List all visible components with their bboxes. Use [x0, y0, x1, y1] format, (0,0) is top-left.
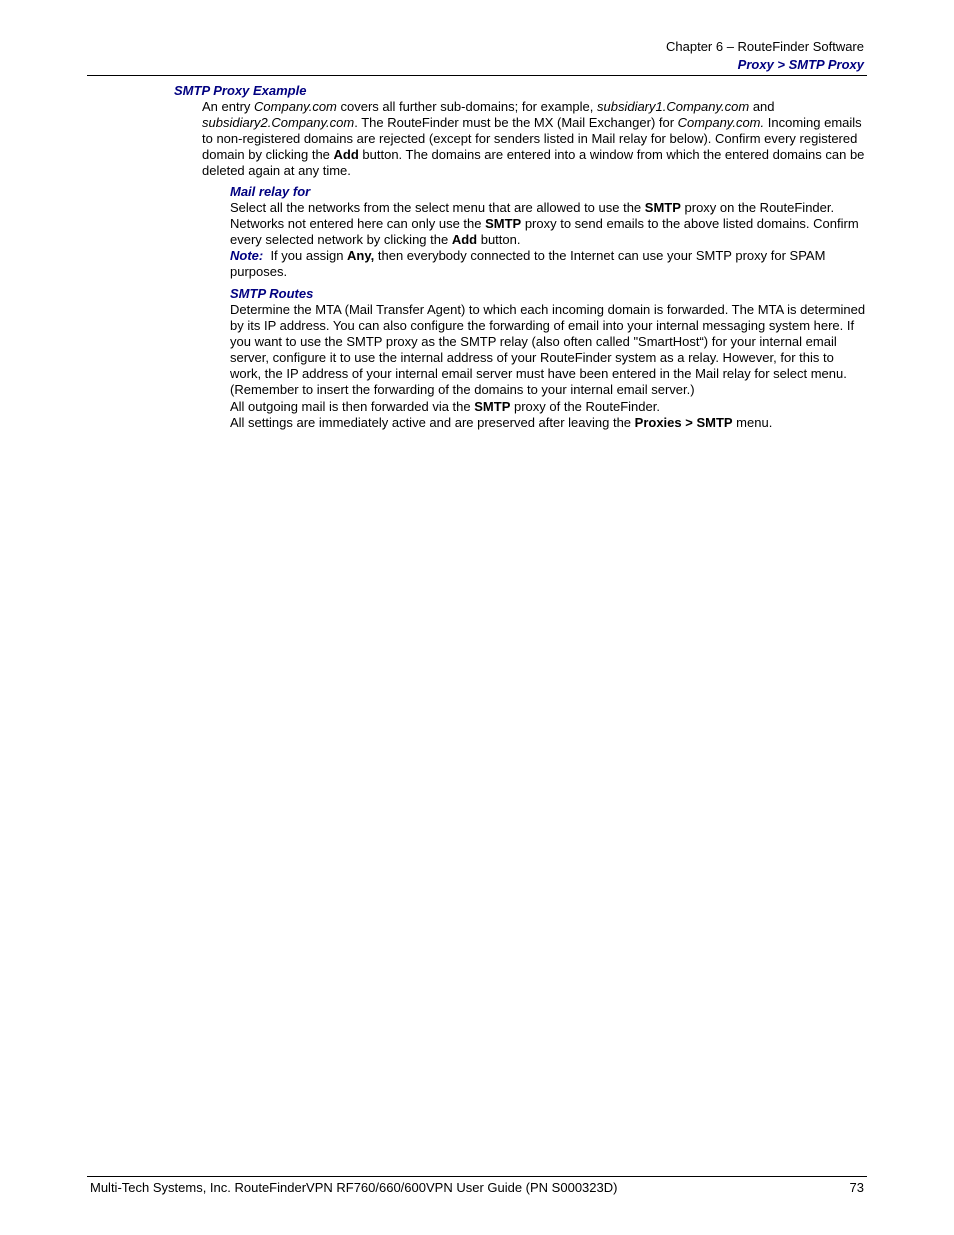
mail-relay-body: [230, 200, 862, 280]
footer-page-number: 73: [849, 1180, 864, 1195]
smtp-proxy-example-heading: SMTP Proxy Example: [174, 83, 307, 98]
mail-relay-paragraph: Select all the networks from the select menu that are allowed to use the SMTP proxy on the RouteFinder. Networks not entered here can only use the SMTP proxy to send emails to the above listed domains. Confirm every selected network by clicking the Add button.: [230, 200, 859, 248]
smtp-routes-body: [230, 302, 866, 431]
header-chapter-title: Chapter 6 – RouteFinder Software: [666, 39, 864, 54]
smtp-routes-settings-note: All settings are immediately active and are preserved after leaving the Proxies > SMTP menu.: [230, 414, 773, 430]
mail-relay-heading: Mail relay for: [230, 184, 311, 199]
footer-document-title: Multi-Tech Systems, Inc. RouteFinderVPN RF760/660/600VPN User Guide (PN S000323D): [90, 1180, 618, 1195]
header-section-title: Proxy > SMTP Proxy: [737, 57, 864, 72]
smtp-routes-heading: SMTP Routes: [230, 286, 314, 301]
mail-relay-note: Note: If you assign Any, then everybody connected to the Internet can use your SMTP proxy for SPAM purposes.: [230, 248, 826, 280]
smtp-proxy-example-body: [202, 99, 872, 179]
footer-divider: [87, 1176, 867, 1177]
note-label: Note:: [230, 248, 264, 264]
smtp-proxy-example-paragraph: An entry Company.com covers all further sub-domains; for example, subsidiary1.Company.com and subsidiary2.Company.com. The RouteFinder must be the MX (Mail Exchanger) for Company.com. Incoming emails to non-registered domains are rejected (except for senders listed in Mail relay for below). Confirm every registered domain by clicking the Add button. The domains are entered into a window from which the entered domains can be deleted again at any time.: [202, 99, 865, 179]
smtp-routes-outgoing-mail: All outgoing mail is then forwarded via the SMTP proxy of the RouteFinder.: [230, 398, 660, 414]
smtp-routes-paragraph: Determine the MTA (Mail Transfer Agent) to which each incoming domain is forwarded. The MTA is determined by its IP address. You can also configure the forwarding of email into your internal messaging system here. If you want to use the SMTP proxy as the SMTP relay (also often called "SmartHost“) for your internal email server, configure it to use the internal address of your RouteFinder system as a relay. However, for this to work, the IP address of your internal email server must have been entered in the Mail relay for select menu. (Remember to insert the forwarding of the domains to your internal email server.): [230, 302, 866, 398]
header-divider: [87, 75, 867, 76]
